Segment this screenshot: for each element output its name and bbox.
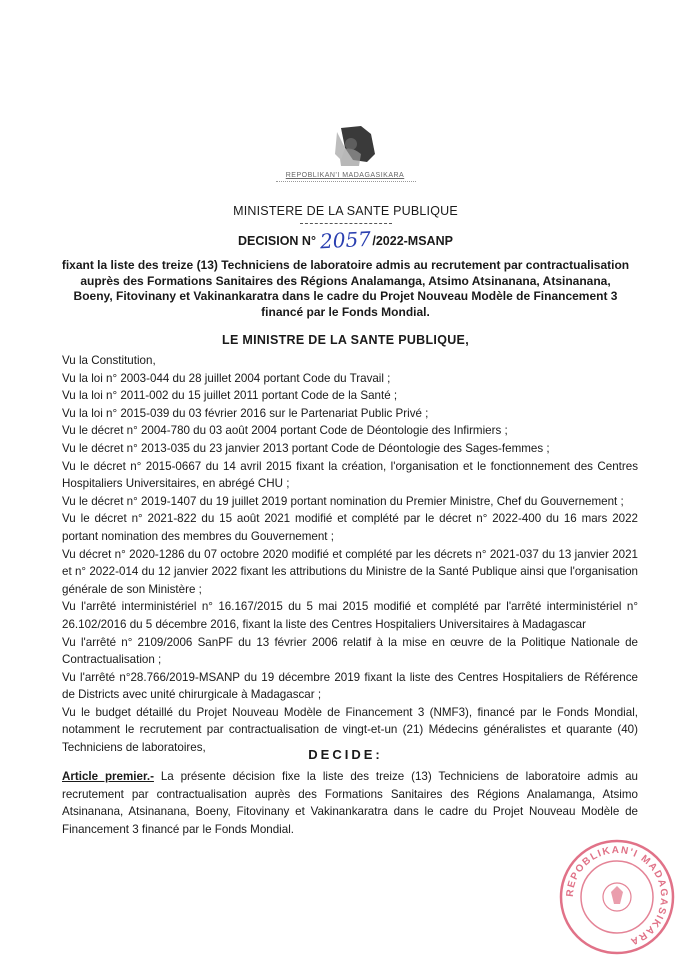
visa-item: Vu le budget détaillé du Projet Nouveau Modèle de Financement 3 (NMF3), financé par le Fonds Mondial, notamment le recrutement par contractualisation de vingt-et-un (21) Médecins généralistes et quarante (40) Techniciens de laboratoires, <box>62 705 638 755</box>
decide-heading: DECIDE: <box>308 747 383 762</box>
stamp-text: REPOBLIKAN'I MADAGASIKARA <box>564 844 670 948</box>
visa-item: Vu le décret n° 2019-1407 du 19 juillet 2019 portant nomination du Premier Ministre, Chef du Gouvernement ; <box>62 494 624 508</box>
visa-item: Vu le décret n° 2015-0667 du 14 avril 2015 fixant la création, l'organisation et le fonctionnement des Centres Hospitaliers Universitaires, en abrégé CHU ; <box>62 459 638 491</box>
decision-number-handwritten: 2057 <box>319 226 372 254</box>
visa-item: Vu le décret n° 2021-822 du 15 août 2021 modifié et complété par le décret n° 2022-400 du 16 mars 2022 portant nomination des membres du Gouvernement ; <box>62 512 638 543</box>
article-text: La présente décision fixe la liste des treize (13) Techniciens de laboratoire admis au recrutement par contractualisation auprès des Formations Sanitaires des Régions Analamanga, Atsimo Atsinanana, Atsinanana, Boeny, Fitovinany et Vakinankaratra dans le cadre du Projet Nouveau Modèle de Financement 3 financé par le Fonds Mondial. <box>62 770 638 836</box>
visa-item: Vu l'arrêté interministériel n° 16.167/2015 du 5 mai 2015 modifié et complété par l'arrêté interministériel n° 26.102/2016 du 5 décembre 2016, fixant la liste des Centres Hospitaliers Universitaires à Madagascar <box>62 600 638 631</box>
decision-suffix: /2022-MSANP <box>372 234 453 248</box>
official-stamp <box>556 836 678 958</box>
emblem-caption: REPOBLIKAN'I MADAGASIKARA <box>285 172 405 179</box>
visa-item: Vu décret n° 2020-1286 du 07 octobre 2020 modifié et complété par les décrets n° 2021-037 du 13 janvier 2021 et n° 2022-014 du 12 janvier 2022 fixant les attributions du Ministre de la Santé Publique ainsi que l'organisation générale de son Ministère ; <box>62 547 638 596</box>
visa-item: Vu le décret n° 2004-780 du 03 août 2004 portant Code de Déontologie des Infirmiers ; <box>62 424 508 438</box>
decision-reference <box>0 228 691 252</box>
article-premier <box>62 768 638 838</box>
divider <box>300 223 392 224</box>
visa-item: Vu l'arrêté n° 2109/2006 SanPF du 13 février 2006 relatif à la mise en œuvre de la Politique Nationale de Contractualisation ; <box>62 635 638 667</box>
article-heading: Article premier.- <box>62 770 154 783</box>
national-emblem-logo <box>331 124 379 170</box>
visa-item: Vu l'arrêté n°28.766/2019-MSANP du 19 décembre 2019 fixant la liste des Centres Hospitaliers de Référence de Districts avec unité chirurgicale à Madagascar ; <box>62 670 638 702</box>
visa-item: Vu la loi n° 2003-044 du 28 juillet 2004 portant Code du Travail ; <box>62 371 391 385</box>
minister-heading: LE MINISTRE DE LA SANTE PUBLIQUE, <box>222 333 469 347</box>
decision-prefix: DECISION N° <box>238 234 316 248</box>
visa-item: Vu la loi n° 2011-002 du 15 juillet 2011 portant Code de la Santé ; <box>62 389 398 403</box>
decision-title: fixant la liste des treize (13) Techniciens de laboratoire admis au recrutement par contractualisation auprès des Formations Sanitaires des Régions Analamanga, Atsimo Atsinanana, Atsinanana, Boeny, Fitovinany et Vakinankaratra dans le cadre du Projet Nouveau Modèle de Financement 3 financé par le Fonds Mondial. <box>61 258 630 319</box>
visas-list <box>62 352 638 757</box>
visa-item: Vu la Constitution, <box>62 354 156 367</box>
ministry-name: MINISTERE DE LA SANTE PUBLIQUE <box>233 204 458 218</box>
visa-item: Vu le décret n° 2013-035 du 23 janvier 2013 portant Code de Déontologie des Sages-femmes ; <box>62 441 550 455</box>
emblem-subcaption-line <box>276 181 416 184</box>
visa-item: Vu la loi n° 2015-039 du 03 février 2016 sur le Partenariat Public Privé ; <box>62 406 429 420</box>
